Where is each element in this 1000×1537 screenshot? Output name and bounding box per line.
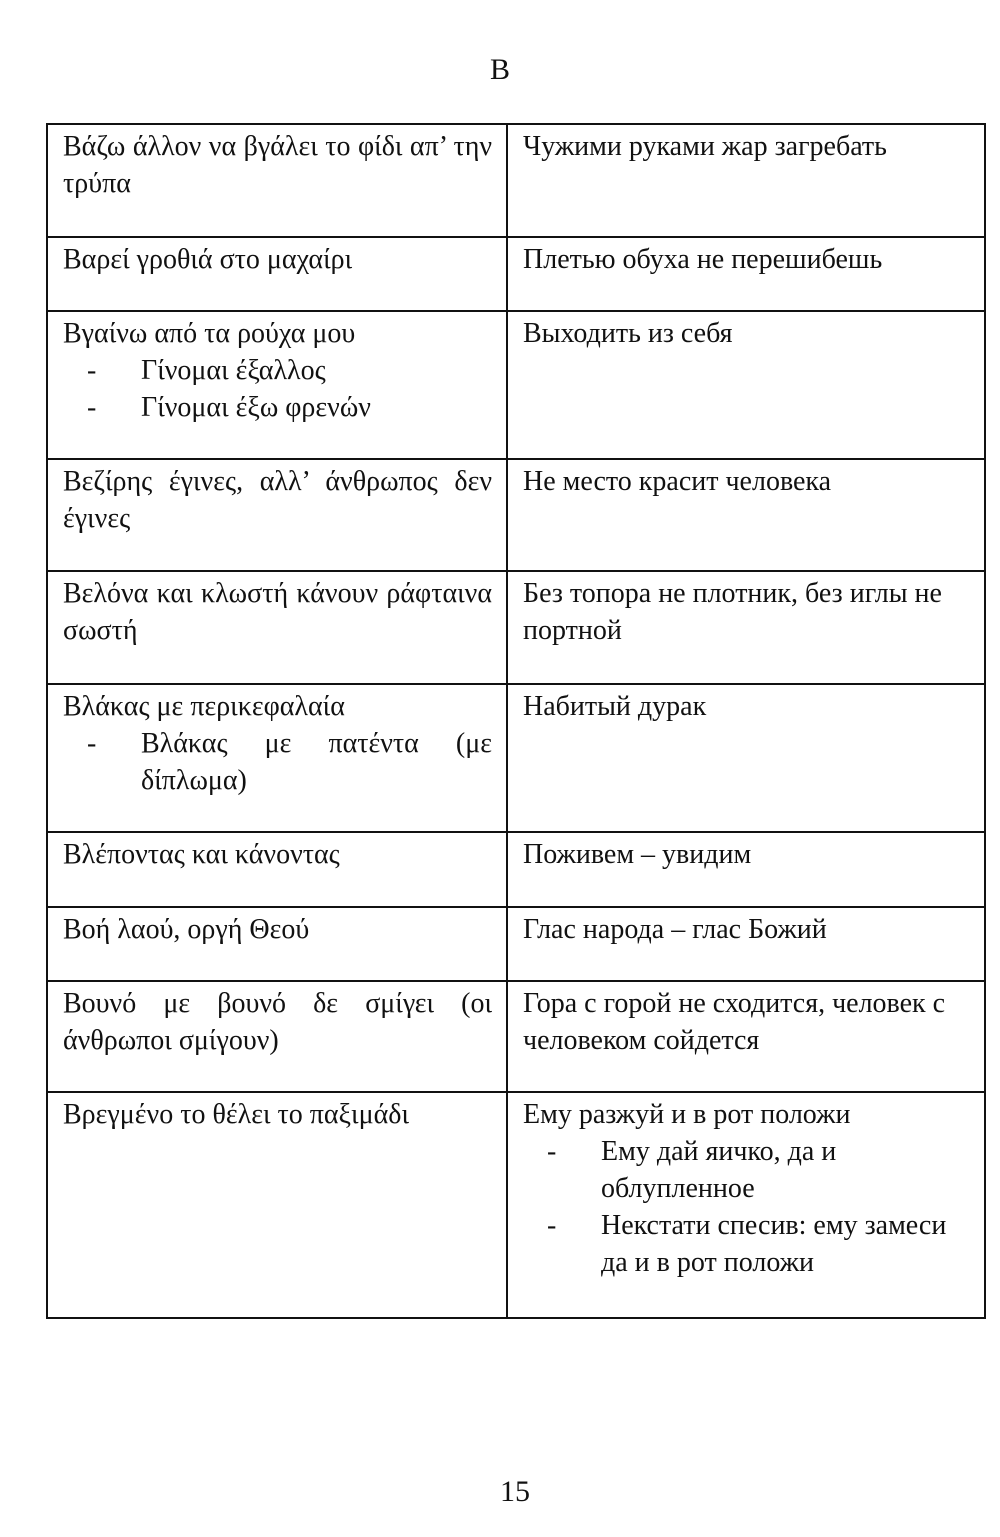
greek-cell: [47, 907, 507, 981]
russian-proverb: Чужими руками жар загребать: [523, 131, 887, 162]
table-row: [47, 571, 985, 684]
table-row: [47, 124, 985, 237]
russian-cell: [507, 907, 985, 981]
russian-variant: - Ему дай яичко, да и облупленное: [523, 1133, 970, 1207]
russian-cell: [507, 459, 985, 571]
greek-proverb: Βεζίρης έγινες, αλλ’ άνθρωπος δεν έγινες: [63, 466, 492, 534]
greek-cell: [47, 981, 507, 1092]
section-letter: В: [489, 53, 510, 86]
table-row: [47, 459, 985, 571]
table-row: [47, 981, 985, 1092]
table-row: [47, 832, 985, 907]
russian-proverb: Поживем – увидим: [523, 839, 752, 870]
greek-cell: [47, 1092, 507, 1318]
proverbs-table: [46, 123, 986, 1319]
russian-cell: [507, 1092, 985, 1318]
russian-variant-text: Ему дай яичко, да и облупленное: [601, 1136, 837, 1204]
greek-cell: [47, 311, 507, 459]
russian-proverb: Без топора не плотник, без иглы не портной: [523, 578, 942, 646]
russian-cell: [507, 684, 985, 832]
greek-proverb: Βρεγμένο το θέλει το παξιμάδι: [63, 1099, 409, 1130]
russian-cell: [507, 981, 985, 1092]
page-number: 15: [500, 1475, 530, 1508]
greek-proverb: Βλάκας με περικεφαλαία: [63, 691, 345, 722]
greek-variant-text: Γίνομαι έξω φρενών: [141, 392, 371, 423]
greek-proverb: Βγαίνω από τα ρούχα μου: [63, 318, 356, 349]
greek-proverb: Βελόνα και κλωστή κάνουν ράφταινα σωστή: [63, 578, 492, 646]
greek-cell: [47, 459, 507, 571]
greek-cell: [47, 124, 507, 237]
table-row: [47, 684, 985, 832]
russian-cell: [507, 571, 985, 684]
greek-variant: - Βλάκας με πατέντα (με δίπλωμα): [63, 725, 492, 799]
russian-proverb: Не место красит человека: [523, 466, 832, 497]
greek-variant: - Γίνομαι έξω φρενών: [63, 389, 492, 426]
russian-cell: [507, 832, 985, 907]
russian-cell: [507, 237, 985, 311]
greek-proverb: Βλέποντας και κάνοντας: [63, 839, 340, 870]
greek-cell: [47, 571, 507, 684]
russian-variant: - Некстати спесив: ему замеси да и в рот положи: [523, 1207, 970, 1281]
russian-proverb: Гора с горой не сходится, человек с человеком сойдется: [523, 988, 946, 1056]
russian-cell: [507, 311, 985, 459]
greek-variant-text: Βλάκας με πατέντα (με δίπλωμα): [141, 728, 492, 796]
table-row: [47, 237, 985, 311]
greek-proverb: Βάζω άλλον να βγάλει το φίδι απ’ την τρύπα: [63, 131, 492, 199]
russian-proverb: Глас народа – глас Божий: [523, 914, 827, 945]
russian-variant-text: Некстати спесив: ему замеси да и в рот положи: [601, 1210, 947, 1278]
greek-cell: [47, 684, 507, 832]
greek-proverb: Βαρεί γροθιά στο μαχαίρι: [63, 244, 353, 275]
russian-proverb: Набитый дурак: [523, 691, 707, 722]
russian-proverb: Плетью обуха не перешибешь: [523, 244, 883, 275]
table-row: [47, 1092, 985, 1318]
russian-proverb: Выходить из себя: [523, 318, 733, 349]
greek-variant-text: Γίνομαι έξαλλος: [141, 355, 326, 386]
greek-proverb: Βουνό με βουνό δε σμίγει (οι άνθρωποι σμίγουν): [63, 988, 492, 1056]
greek-proverb: Βοή λαού, οργή Θεού: [63, 914, 310, 945]
greek-cell: [47, 832, 507, 907]
table-row: [47, 311, 985, 459]
greek-variant: - Γίνομαι έξαλλος: [63, 352, 492, 389]
greek-cell: [47, 237, 507, 311]
russian-cell: [507, 124, 985, 237]
russian-proverb: Ему разжуй и в рот положи: [523, 1099, 851, 1130]
table-row: [47, 907, 985, 981]
